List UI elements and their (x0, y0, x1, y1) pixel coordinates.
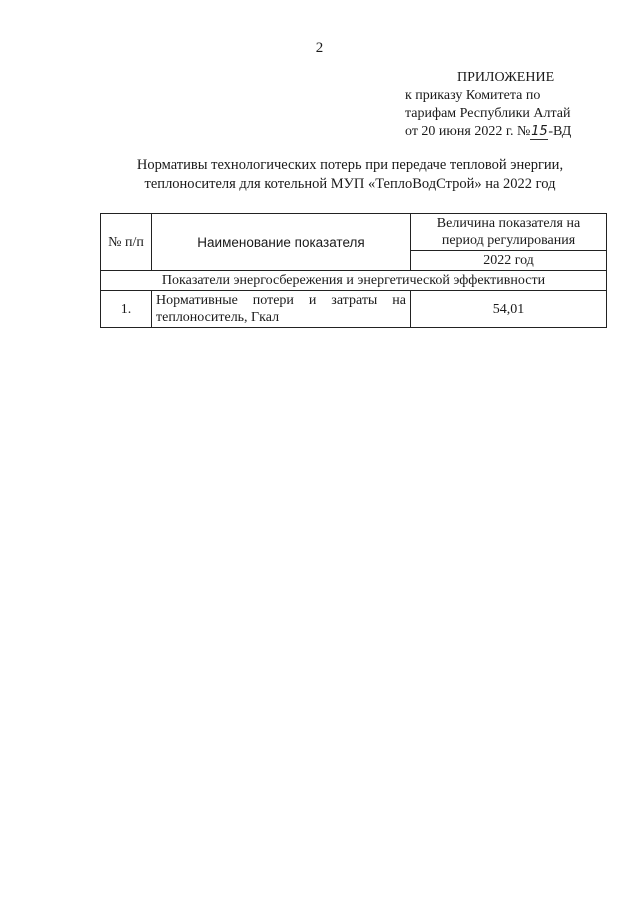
appendix-line-1: к приказу Комитета по (405, 88, 541, 103)
norms-table (100, 213, 607, 328)
document-title-line-2: теплоносителя для котельной МУП «ТеплоВодСтрой» на 2022 год (144, 176, 556, 192)
row-num: 1. (101, 291, 152, 328)
appendix-line-2: тарифам Республики Алтай (405, 106, 571, 121)
appendix-line-3 (405, 123, 620, 141)
appendix-header (405, 69, 620, 141)
table-header-row (101, 214, 607, 251)
header-value: Величина показателя на период регулирования (411, 214, 607, 251)
document-title-line-1: Нормативы технологических потерь при передаче тепловой энергии, (136, 157, 564, 173)
handwritten-order-number: 15 (531, 124, 548, 139)
table-section-row (101, 271, 607, 291)
header-num: № п/п (101, 214, 152, 271)
header-name: Наименование показателя (152, 214, 411, 271)
document-title (60, 156, 639, 194)
header-year: 2022 год (411, 251, 607, 271)
appendix-date-prefix: от 20 июня 2022 г. № (405, 124, 531, 139)
row-value: 54,01 (411, 291, 607, 328)
appendix-order-suffix: -ВД (548, 124, 572, 139)
page-number: 2 (315, 40, 324, 56)
section-title: Показатели энергосбережения и энергетической эффективности (101, 271, 607, 291)
row-name: Нормативные потери и затраты на теплоноситель, Гкал (152, 291, 411, 328)
table-row (101, 291, 607, 328)
appendix-title: ПРИЛОЖЕНИЕ (457, 70, 555, 85)
